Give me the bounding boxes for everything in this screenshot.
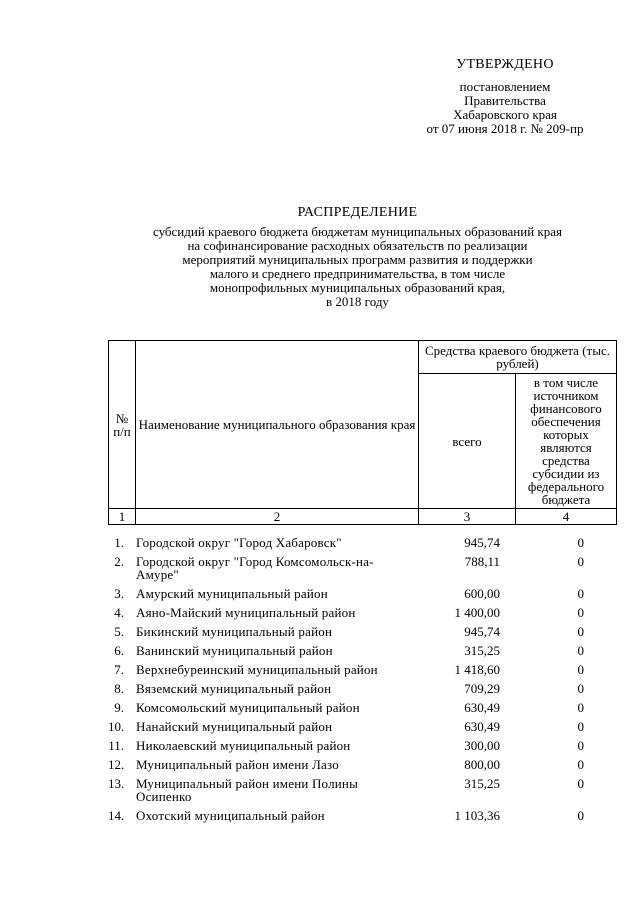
table-header	[108, 340, 617, 525]
document-heading	[100, 205, 615, 309]
row-federal: 0	[577, 662, 584, 677]
approval-title: УТВЕРЖДЕНО	[456, 57, 554, 72]
row-total: 1 400,00	[454, 605, 500, 620]
row-number: 10.	[108, 719, 125, 734]
row-federal: 0	[577, 681, 584, 696]
table-row	[108, 720, 616, 733]
table-row	[108, 587, 616, 600]
row-total: 800,00	[464, 757, 500, 772]
column-header-federal: в том числе источником финансового обеспечения которых являются средства субсидии из федерального бюджета	[516, 374, 617, 509]
table-row	[108, 739, 616, 752]
row-total: 630,49	[464, 719, 500, 734]
heading-line: в 2018 году	[326, 294, 389, 309]
row-number: 12.	[108, 757, 125, 772]
row-name: Нанайский муниципальный район	[136, 719, 333, 734]
row-total: 1 103,36	[454, 808, 500, 823]
row-number: 13.	[108, 776, 125, 791]
table-row	[108, 758, 616, 771]
row-federal: 0	[577, 808, 584, 823]
table-row	[108, 606, 616, 619]
row-name: Городской округ "Город Хабаровск"	[136, 535, 342, 550]
row-number: 2.	[114, 554, 124, 569]
row-total: 788,11	[464, 554, 500, 569]
row-total: 945,74	[464, 624, 500, 639]
row-total: 1 418,60	[454, 662, 500, 677]
row-number: 14.	[108, 808, 125, 823]
heading-line: на софинансирование расходных обязательств по реализации	[187, 238, 528, 253]
heading-line: субсидий краевого бюджета бюджетам муниципальных образований края	[153, 224, 562, 239]
approval-block	[400, 58, 610, 136]
row-federal: 0	[577, 586, 584, 601]
row-federal: 0	[577, 700, 584, 715]
row-federal: 0	[577, 719, 584, 734]
row-number: 6.	[114, 643, 124, 658]
document-title: РАСПРЕДЕЛЕНИЕ	[297, 205, 418, 220]
row-number: 4.	[114, 605, 124, 620]
row-number: 9.	[114, 700, 124, 715]
row-name: Ванинский муниципальный район	[136, 643, 333, 658]
row-name: Вяземский муниципальный район	[136, 681, 332, 696]
row-federal: 0	[577, 605, 584, 620]
row-name: Николаевский муниципальный район	[136, 738, 351, 753]
table-row	[108, 663, 616, 676]
table-row	[108, 625, 616, 638]
row-federal: 0	[577, 554, 584, 569]
column-header-name: Наименование муниципального образования края	[136, 341, 419, 509]
row-total: 630,49	[464, 700, 500, 715]
row-number: 1.	[114, 535, 124, 550]
heading-line: монопрофильных муниципальных образований края,	[209, 280, 506, 295]
row-total: 600,00	[464, 586, 500, 601]
approval-line: Хабаровского края	[453, 107, 557, 122]
row-total: 945,74	[464, 535, 500, 550]
table-row	[108, 644, 616, 657]
column-index: 1	[109, 509, 136, 525]
row-federal: 0	[577, 643, 584, 658]
row-number: 8.	[114, 681, 124, 696]
column-header-total: всего	[419, 374, 516, 509]
row-name: Муниципальный район имени Лазо	[136, 757, 339, 772]
column-header-num: № п/п	[109, 341, 136, 509]
approval-date: от 07 июня 2018 г. № 209-пр	[426, 121, 584, 136]
row-federal: 0	[577, 776, 584, 791]
column-index: 4	[516, 509, 617, 525]
row-federal: 0	[577, 535, 584, 550]
row-name: Аяно-Майский муниципальный район	[136, 605, 356, 620]
heading-line: малого и среднего предпринимательства, в том числе	[209, 266, 506, 281]
row-name: Бикинский муниципальный район	[136, 624, 333, 639]
row-name: Городской округ "Город Комсомольск-на-Амуре"	[136, 554, 374, 582]
approval-line: постановлением	[459, 79, 551, 94]
column-index: 3	[419, 509, 516, 525]
column-header-funds: Средства краевого бюджета (тыс. рублей)	[419, 341, 617, 374]
row-total: 300,00	[464, 738, 500, 753]
row-name: Амурский муниципальный район	[136, 586, 328, 601]
row-federal: 0	[577, 738, 584, 753]
row-number: 3.	[114, 586, 124, 601]
row-total: 315,25	[464, 776, 500, 791]
column-index: 2	[136, 509, 419, 525]
row-name: Верхнебуреинский муниципальный район	[136, 662, 378, 677]
row-number: 7.	[114, 662, 124, 677]
row-federal: 0	[577, 624, 584, 639]
approval-line: Правительства	[464, 93, 546, 108]
row-name: Комсомольский муниципальный район	[136, 700, 360, 715]
table-row	[108, 777, 616, 803]
row-federal: 0	[577, 757, 584, 772]
heading-line: мероприятий муниципальных программ развития и поддержки	[182, 252, 533, 267]
table-body	[108, 536, 616, 828]
table-row	[108, 682, 616, 695]
table-row	[108, 701, 616, 714]
table-row	[108, 809, 616, 822]
row-name: Муниципальный район имени Полины Осипенко	[136, 776, 359, 804]
row-number: 11.	[108, 738, 124, 753]
row-total: 709,29	[464, 681, 500, 696]
row-name: Охотский муниципальный район	[136, 808, 325, 823]
table-row	[108, 536, 616, 549]
row-number: 5.	[114, 624, 124, 639]
table-row	[108, 555, 616, 581]
row-total: 315,25	[464, 643, 500, 658]
